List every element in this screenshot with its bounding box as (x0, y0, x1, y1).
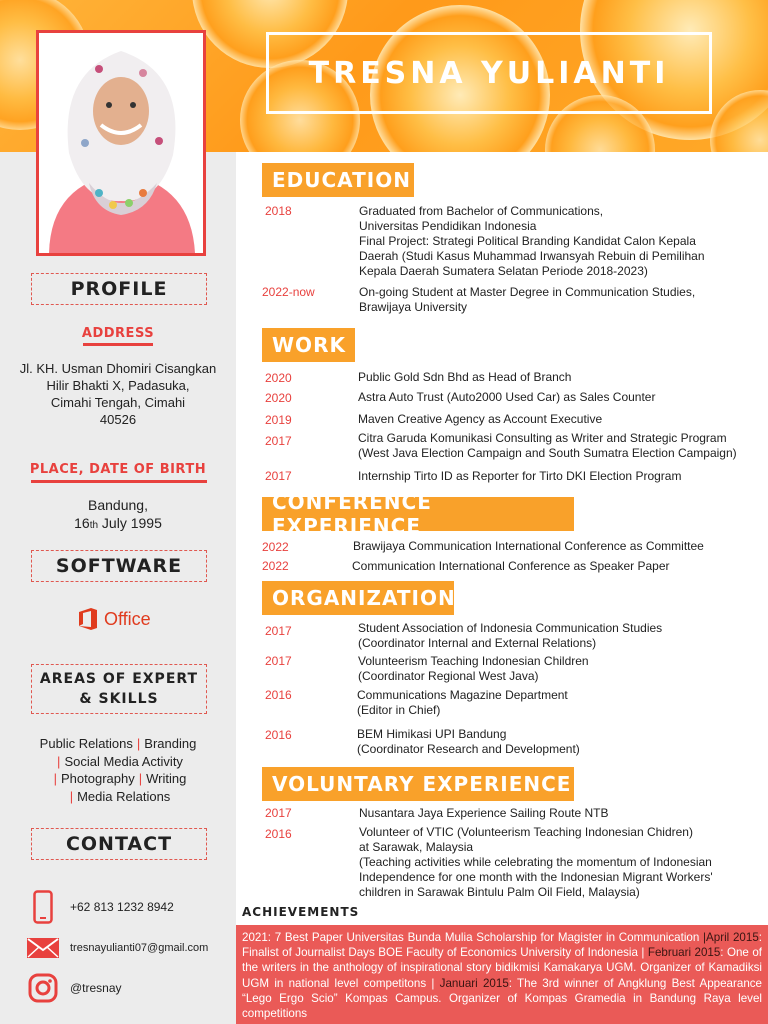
skill-item: Branding (144, 736, 197, 751)
address-label: ADDRESS (81, 326, 155, 341)
organization-entry: Student Association of Indonesia Communication Studies (Coordinator Internal and External Relations) (358, 621, 663, 650)
organization-year: 2017 (265, 654, 292, 668)
instagram-row (26, 973, 122, 1003)
organization-year: 2016 (265, 728, 292, 742)
instagram-text: @tresnay (70, 981, 122, 995)
phone-text: +62 813 1232 8942 (70, 900, 174, 914)
email-row (26, 938, 208, 958)
skill-item: Writing (146, 771, 187, 786)
skill-item: Media Relations (77, 788, 171, 804)
skills-list: Public Relations | Branding | Social Media Activity | Photography | Writing | Media Relations (39, 736, 197, 804)
work-year: 2020 (265, 371, 292, 385)
conference-entry: Brawijaya Communication International Conference as Committee (353, 539, 704, 553)
voluntary-year: 2017 (265, 806, 292, 820)
work-entry: Citra Garuda Komunikasi Consulting as Writer and Strategic Program (West Java Election Campaign and South Sumatra Election Campaign) (358, 431, 737, 460)
education-year: 2022-now (262, 285, 315, 299)
education-year: 2018 (265, 204, 292, 218)
conference-heading: CONFERENCE EXPERIENCE (262, 497, 574, 531)
work-year: 2017 (265, 469, 292, 483)
profile-photo (36, 30, 206, 256)
sidebar (0, 152, 236, 1024)
email-icon (26, 938, 60, 958)
name-title: TRESNA YULIANTI (266, 32, 712, 114)
organization-year: 2017 (265, 624, 292, 638)
conference-year: 2022 (262, 540, 289, 554)
education-entry: On-going Student at Master Degree in Communication Studies, Brawijaya University (359, 285, 696, 314)
birth-underline (31, 480, 207, 483)
work-heading: WORK (262, 328, 355, 362)
organization-year: 2016 (265, 688, 292, 702)
skill-item: Public Relations (39, 736, 133, 751)
skill-item: Social Media Activity (64, 753, 183, 769)
achievements-heading: ACHIEVEMENTS (242, 905, 360, 919)
conference-entry: Communication International Conference as Speaker Paper (352, 559, 670, 573)
work-year: 2019 (265, 413, 292, 427)
work-year: 2017 (265, 434, 292, 448)
organization-heading: ORGANIZATION (262, 581, 454, 615)
skill-item: Photography (61, 771, 135, 786)
expert-heading: AREAS OF EXPERT & SKILLS (31, 664, 207, 714)
profile-heading: PROFILE (31, 273, 207, 305)
phone-icon (26, 890, 60, 924)
office-icon (78, 608, 98, 630)
contact-heading: CONTACT (31, 828, 207, 860)
work-entry: Astra Auto Trust (Auto2000 Used Car) as Sales Counter (358, 390, 656, 404)
office-label: Office (104, 608, 151, 629)
voluntary-entry: Nusantara Jaya Experience Sailing Route NTB (359, 806, 609, 820)
phone-row (26, 890, 174, 924)
organization-entry: Communications Magazine Department (Editor in Chief) (357, 688, 568, 717)
voluntary-year: 2016 (265, 827, 292, 841)
software-heading: SOFTWARE (31, 550, 207, 582)
conference-year: 2022 (262, 559, 289, 573)
birth-text: Bandung, 16th July 1995 (74, 497, 162, 531)
office-logo (78, 608, 151, 630)
instagram-icon (26, 973, 60, 1003)
voluntary-heading: VOLUNTARY EXPERIENCE (262, 767, 574, 801)
work-entry: Internship Tirto ID as Reporter for Tirto DKI Election Program (358, 469, 682, 483)
email-text: tresnayulianti07@gmail.com (70, 942, 209, 954)
organization-entry: BEM Himikasi UPI Bandung (Coordinator Research and Development) (357, 727, 580, 756)
work-year: 2020 (265, 391, 292, 405)
achievements-text: 2021: 7 Best Paper Universitas Bunda Mulia Scholarship for Magister in Communication |April 2015: Finalist of Journalist Days BOE Faculty of Economics University of Indonesia | Februari 2015: One of the writers in the anthology of inspirational story bidikmisi Kamakarya UGM. Organizer of Kamadiksi UGM in national level competitons | Januari 2015: The 3rd winner of Angklung Best Appearance “Lego Ergo Scio” Kompas Campus. Organizer of Kompas Gramedia in Bandung Raya level competitions (236, 925, 768, 1024)
education-heading: EDUCATION (262, 163, 414, 197)
voluntary-entry: Volunteer of VTIC (Volunteerism Teaching Indonesian Chidren) at Sarawak, Malaysia (Teaching activities while celebrating the momentum of Indonesian Independence for one month with the Indonesian Migrant Workers' children in Sarawak Bintulu Palm Oil Field, Malaysia) (359, 825, 713, 899)
birth-label: PLACE, DATE OF BIRTH (29, 462, 207, 477)
work-entry: Maven Creative Agency as Account Executive (358, 412, 603, 426)
work-entry: Public Gold Sdn Bhd as Head of Branch (358, 370, 572, 384)
organization-entry: Volunteerism Teaching Indonesian Children (Coordinator Regional West Java) (358, 654, 589, 683)
address-underline (83, 343, 153, 346)
address-text: Jl. KH. Usman Dhomiri Cisangkan Hilir Bhakti X, Padasuka, Cimahi Tengah, Cimahi 40526 (19, 361, 217, 427)
education-entry: Graduated from Bachelor of Communications, Universitas Pendidikan Indonesia Final Project: Strategi Political Branding Kandidat Calon Kepala Daerah (Studi Kasus Muhammad Irwansyah Rebuin di Pemilihan Kepala Daerah Sumatera Selatan Periode 2018-2023) (359, 204, 705, 278)
